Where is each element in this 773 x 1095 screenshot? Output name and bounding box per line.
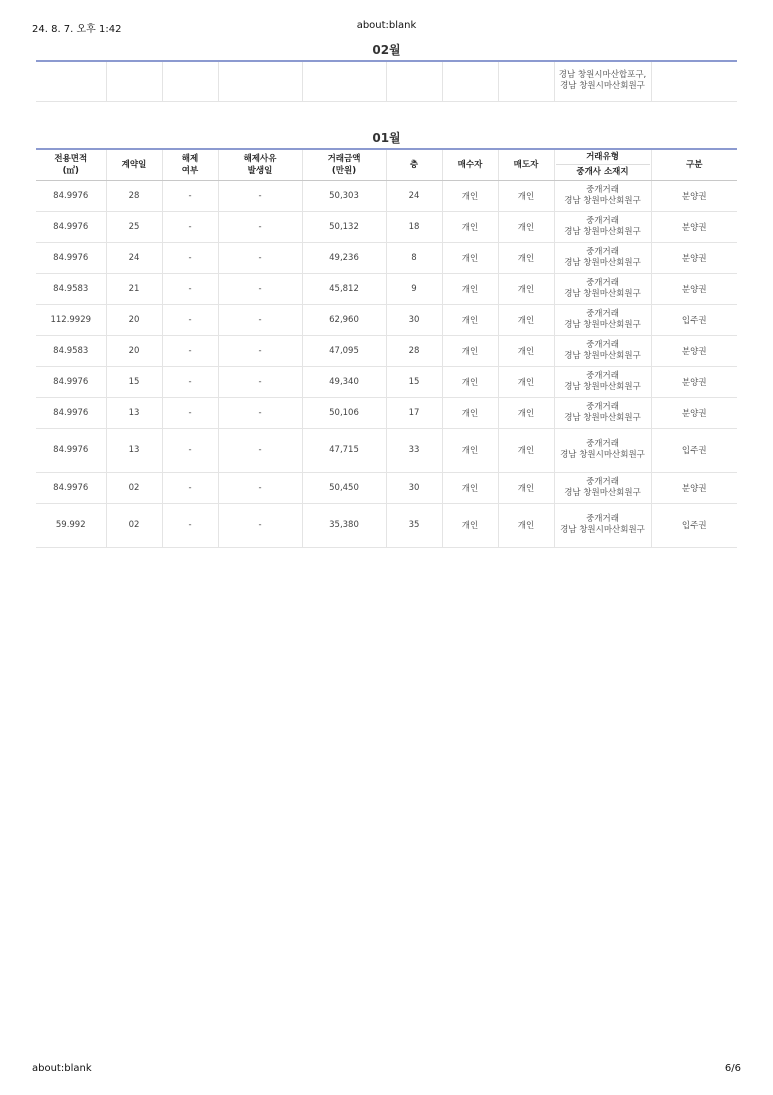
- cell-broker-location: 경남 창원마산회원구: [564, 412, 641, 423]
- cell-date: 15: [106, 366, 162, 397]
- cell-price: 62,960: [302, 304, 386, 335]
- cell-floor: 9: [386, 273, 442, 304]
- cell-seller: 개인: [498, 366, 554, 397]
- cell-price: 47,095: [302, 335, 386, 366]
- cell-trade-broker: [554, 472, 651, 503]
- cell-seller: 개인: [498, 335, 554, 366]
- cell-broker-location: 경남 창원마산회원구: [564, 226, 641, 237]
- feb-title: 02월: [372, 43, 401, 57]
- cell-trade-type: 중개거래: [586, 439, 619, 449]
- cell-area: 84.9976: [36, 242, 106, 273]
- header-area: 전용면적 (㎡): [36, 149, 106, 180]
- cell-seller: 개인: [498, 397, 554, 428]
- header-reason: 해제사유 발생일: [218, 149, 302, 180]
- cell-reason: -: [218, 180, 302, 211]
- cell-price: 49,236: [302, 242, 386, 273]
- cell-category: 분양권: [651, 335, 737, 366]
- cell-buyer: 개인: [442, 273, 498, 304]
- cell-floor: 8: [386, 242, 442, 273]
- table-row: [36, 366, 737, 397]
- cell-area: 84.9976: [36, 397, 106, 428]
- cell-trade-broker: [554, 335, 651, 366]
- cell-date: 13: [106, 428, 162, 472]
- jan-title: 01월: [372, 131, 401, 145]
- print-footer: [32, 1063, 741, 1077]
- cell-broker-location: 경남 창원시마산회원구: [560, 450, 645, 460]
- cell-category: 분양권: [651, 397, 737, 428]
- cell-date: 02: [106, 472, 162, 503]
- footer-url: about:blank: [32, 1063, 92, 1074]
- cell-buyer: 개인: [442, 397, 498, 428]
- cell-date: 24: [106, 242, 162, 273]
- cell-floor: 15: [386, 366, 442, 397]
- cell-trade-broker: [554, 273, 651, 304]
- cell-broker-location: 경남 창원마산회원구: [564, 257, 641, 268]
- cell-trade-broker: [554, 242, 651, 273]
- cell-cancel: -: [162, 211, 218, 242]
- cell-cancel: -: [162, 335, 218, 366]
- cell-buyer: 개인: [442, 335, 498, 366]
- cell-broker-location: 경남 창원마산회원구: [564, 487, 641, 498]
- feb-location: 경남 창원시마산합포구, 경남 창원시마산회원구: [554, 61, 651, 101]
- feb-table: [36, 60, 737, 102]
- cell-date: 21: [106, 273, 162, 304]
- cell-broker-location: 경남 창원마산회원구: [564, 288, 641, 299]
- cell-price: 50,450: [302, 472, 386, 503]
- cell-reason: -: [218, 335, 302, 366]
- cell-trade-broker: [554, 428, 651, 472]
- table-row: [36, 273, 737, 304]
- jan-table-body: [36, 180, 737, 547]
- header-buyer: 매수자: [442, 149, 498, 180]
- cell-category: 분양권: [651, 366, 737, 397]
- cell-trade-type: 중개거래: [586, 308, 619, 319]
- cell-category: 분양권: [651, 242, 737, 273]
- cell-category: 입주권: [651, 503, 737, 547]
- cell-floor: 24: [386, 180, 442, 211]
- cell-category: 입주권: [651, 304, 737, 335]
- cell-reason: -: [218, 428, 302, 472]
- cell-trade-broker: [554, 304, 651, 335]
- cell-area: 112.9929: [36, 304, 106, 335]
- cell-broker-location: 경남 창원마산회원구: [564, 381, 641, 392]
- cell-area: 84.9583: [36, 273, 106, 304]
- print-date: 24. 8. 7. 오후 1:42: [32, 24, 122, 35]
- jan-table: [36, 148, 737, 548]
- header-date: 계약일: [106, 149, 162, 180]
- cell-seller: 개인: [498, 472, 554, 503]
- cell-price: 50,132: [302, 211, 386, 242]
- cell-date: 20: [106, 304, 162, 335]
- header-trade-type: 거래유형 중개사 소재지: [554, 149, 651, 180]
- header-seller: 매도자: [498, 149, 554, 180]
- cell-buyer: 개인: [442, 428, 498, 472]
- table-row: [36, 397, 737, 428]
- cell-trade-type: 중개거래: [586, 401, 619, 412]
- cell-trade-type: 중개거래: [586, 246, 619, 257]
- cell-trade-type: 중개거래: [586, 476, 619, 487]
- page-number: 6/6: [724, 1063, 741, 1074]
- cell-buyer: 개인: [442, 366, 498, 397]
- cell-seller: 개인: [498, 211, 554, 242]
- cell-area: 84.9976: [36, 428, 106, 472]
- jan-section: [36, 128, 737, 548]
- cell-cancel: -: [162, 472, 218, 503]
- cell-buyer: 개인: [442, 472, 498, 503]
- cell-category: 분양권: [651, 180, 737, 211]
- cell-area: 84.9976: [36, 472, 106, 503]
- header-floor: 층: [386, 149, 442, 180]
- cell-seller: 개인: [498, 503, 554, 547]
- cell-reason: -: [218, 397, 302, 428]
- cell-price: 45,812: [302, 273, 386, 304]
- cell-cancel: -: [162, 273, 218, 304]
- cell-buyer: 개인: [442, 180, 498, 211]
- cell-buyer: 개인: [442, 304, 498, 335]
- cell-seller: 개인: [498, 273, 554, 304]
- cell-reason: -: [218, 242, 302, 273]
- cell-trade-type: 중개거래: [586, 370, 619, 381]
- cell-trade-type: 중개거래: [586, 277, 619, 288]
- cell-date: 13: [106, 397, 162, 428]
- cell-trade-broker: [554, 503, 651, 547]
- cell-price: 49,340: [302, 366, 386, 397]
- cell-date: 28: [106, 180, 162, 211]
- cell-cancel: -: [162, 397, 218, 428]
- cell-category: 분양권: [651, 273, 737, 304]
- cell-buyer: 개인: [442, 211, 498, 242]
- table-row: [36, 180, 737, 211]
- cell-floor: 28: [386, 335, 442, 366]
- cell-floor: 30: [386, 304, 442, 335]
- cell-area: 59.992: [36, 503, 106, 547]
- cell-trade-broker: [554, 397, 651, 428]
- cell-floor: 30: [386, 472, 442, 503]
- cell-date: 02: [106, 503, 162, 547]
- cell-trade-type: 중개거래: [586, 215, 619, 226]
- cell-reason: -: [218, 211, 302, 242]
- cell-cancel: -: [162, 428, 218, 472]
- cell-floor: 18: [386, 211, 442, 242]
- header-cancel: 해제 여부: [162, 149, 218, 180]
- table-row: [36, 211, 737, 242]
- cell-reason: -: [218, 273, 302, 304]
- cell-cancel: -: [162, 503, 218, 547]
- cell-seller: 개인: [498, 428, 554, 472]
- cell-reason: -: [218, 304, 302, 335]
- cell-category: 분양권: [651, 211, 737, 242]
- table-row: [36, 304, 737, 335]
- cell-trade-type: 중개거래: [586, 184, 619, 195]
- cell-category: 분양권: [651, 472, 737, 503]
- cell-broker-location: 경남 창원시마산회원구: [560, 525, 645, 535]
- cell-buyer: 개인: [442, 242, 498, 273]
- cell-cancel: -: [162, 366, 218, 397]
- cell-reason: -: [218, 503, 302, 547]
- cell-area: 84.9976: [36, 211, 106, 242]
- cell-cancel: -: [162, 304, 218, 335]
- cell-reason: -: [218, 366, 302, 397]
- cell-broker-location: 경남 창원마산회원구: [564, 195, 641, 206]
- cell-trade-type: 중개거래: [586, 514, 619, 524]
- cell-trade-type: 중개거래: [586, 339, 619, 350]
- table-row: [36, 428, 737, 472]
- cell-area: 84.9976: [36, 366, 106, 397]
- cell-trade-broker: [554, 180, 651, 211]
- print-header: [32, 20, 741, 34]
- cell-price: 50,303: [302, 180, 386, 211]
- cell-floor: 17: [386, 397, 442, 428]
- table-row: [36, 242, 737, 273]
- cell-price: 50,106: [302, 397, 386, 428]
- print-url: about:blank: [356, 20, 417, 31]
- cell-seller: 개인: [498, 242, 554, 273]
- cell-buyer: 개인: [442, 503, 498, 547]
- cell-floor: 35: [386, 503, 442, 547]
- cell-trade-broker: [554, 211, 651, 242]
- feb-section: [36, 40, 737, 102]
- cell-floor: 33: [386, 428, 442, 472]
- cell-cancel: -: [162, 180, 218, 211]
- feb-row: [36, 61, 737, 101]
- cell-area: 84.9583: [36, 335, 106, 366]
- table-row: [36, 472, 737, 503]
- cell-date: 25: [106, 211, 162, 242]
- cell-reason: -: [218, 472, 302, 503]
- cell-price: 47,715: [302, 428, 386, 472]
- table-row: [36, 503, 737, 547]
- cell-seller: 개인: [498, 304, 554, 335]
- cell-seller: 개인: [498, 180, 554, 211]
- cell-trade-broker: [554, 366, 651, 397]
- cell-broker-location: 경남 창원마산회원구: [564, 319, 641, 330]
- cell-category: 입주권: [651, 428, 737, 472]
- header-price: 거래금액 (만원): [302, 149, 386, 180]
- cell-date: 20: [106, 335, 162, 366]
- cell-broker-location: 경남 창원마산회원구: [564, 350, 641, 361]
- cell-cancel: -: [162, 242, 218, 273]
- jan-header-row: [36, 149, 737, 180]
- header-category: 구분: [651, 149, 737, 180]
- cell-area: 84.9976: [36, 180, 106, 211]
- cell-price: 35,380: [302, 503, 386, 547]
- table-row: [36, 335, 737, 366]
